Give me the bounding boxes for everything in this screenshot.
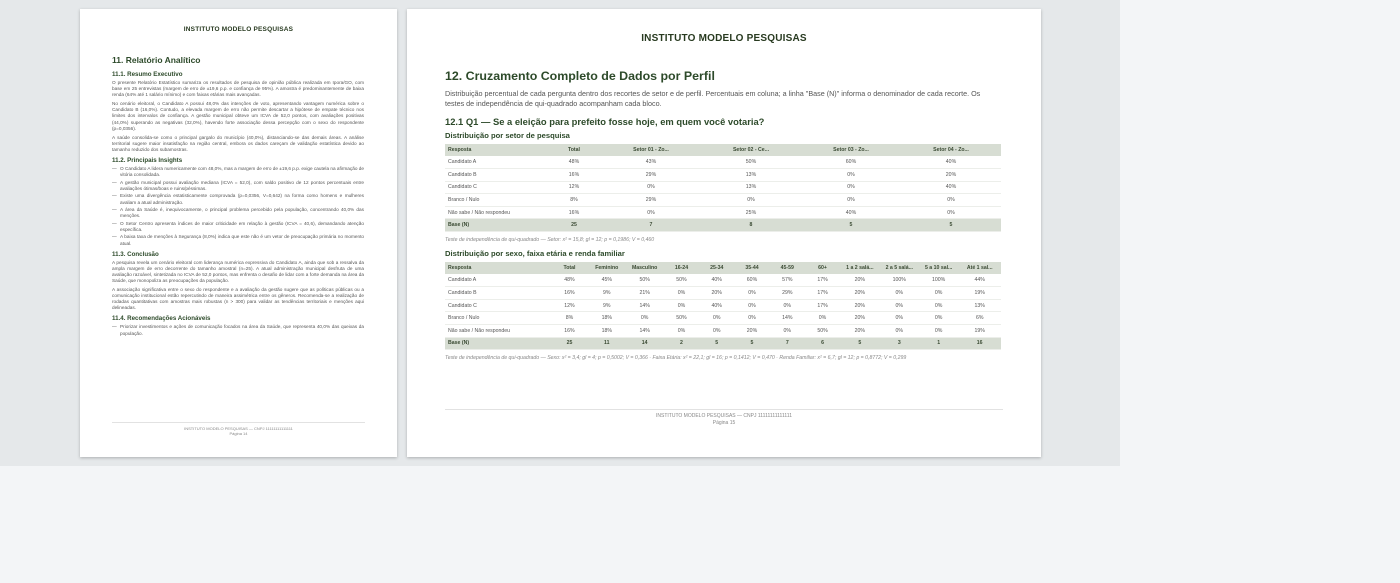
table-cell: 50% bbox=[625, 274, 663, 287]
column-header: 45-59 bbox=[770, 262, 805, 274]
table-cell: 0% bbox=[919, 287, 958, 300]
list-item: — A gestão municipal possui avaliação mediana (ICVA = 52,0), com saldo positivo de 12 pontos percentuais entre avaliações ótimas/boas e ruins/péssimas. bbox=[112, 180, 364, 192]
column-header: 35-44 bbox=[734, 262, 769, 274]
column-header: Total bbox=[547, 144, 601, 156]
table-cell: 50% bbox=[805, 324, 840, 337]
table-cell: Candidato B bbox=[445, 287, 551, 300]
table-cell: 13% bbox=[958, 299, 1001, 312]
table-cell: 14 bbox=[625, 337, 663, 350]
table-cell: 0% bbox=[805, 312, 840, 325]
table-cell: 60% bbox=[801, 156, 901, 169]
insights-list bbox=[112, 166, 364, 247]
table-cell: 0% bbox=[880, 299, 919, 312]
column-header: 1 a 2 salá... bbox=[840, 262, 879, 274]
table-cell: Candidato C bbox=[445, 181, 547, 194]
list-item: — Existe uma divergência estatisticamente comprovada (p=0,0356, V=0,642) na forma como homens e mulheres avaliam a atual administração. bbox=[112, 193, 364, 205]
table-cell: 0% bbox=[701, 194, 801, 207]
table-cell: 17% bbox=[805, 287, 840, 300]
table-cell: 40% bbox=[699, 274, 734, 287]
table-cell: 40% bbox=[699, 299, 734, 312]
table-header-row bbox=[445, 262, 1001, 274]
table-cell: 16% bbox=[547, 206, 601, 219]
table-cell: 7 bbox=[770, 337, 805, 350]
table-cell: Base (N) bbox=[445, 337, 551, 350]
table-cell: 50% bbox=[664, 312, 699, 325]
table-cell: 0% bbox=[801, 181, 901, 194]
table-cell: 29% bbox=[770, 287, 805, 300]
table-cell: 5 bbox=[734, 337, 769, 350]
table-cell: 40% bbox=[901, 181, 1001, 194]
page-body bbox=[445, 69, 1001, 367]
table-cell: 0% bbox=[770, 324, 805, 337]
table-cell: 0% bbox=[699, 312, 734, 325]
footer-company: INSTITUTO MODELO PESQUISAS — CNPJ 11111111111111 bbox=[656, 413, 792, 419]
table-cell: 0% bbox=[734, 312, 769, 325]
base-row bbox=[445, 337, 1001, 350]
table-cell: 8% bbox=[547, 194, 601, 207]
table-cell: 14% bbox=[625, 324, 663, 337]
subsection-title: 11.2. Principais Insights bbox=[112, 157, 183, 165]
table-cell: 0% bbox=[601, 206, 701, 219]
table-cell: 0% bbox=[625, 312, 663, 325]
column-header: 5 a 10 sal... bbox=[919, 262, 958, 274]
table-cell: 40% bbox=[801, 206, 901, 219]
table-cell: 12% bbox=[551, 299, 588, 312]
table-row bbox=[445, 299, 1001, 312]
table-cell: 13% bbox=[701, 169, 801, 182]
column-header: Setor 02 - Ce... bbox=[701, 144, 801, 156]
table-cell: 20% bbox=[840, 324, 879, 337]
chi-square-note: Teste de independência de qui-quadrado — Setor: x² = 15,8; gl = 12; p = 0,1986; V = 0,460 bbox=[445, 237, 655, 244]
table-cell: 48% bbox=[547, 156, 601, 169]
table-cell: 0% bbox=[601, 181, 701, 194]
table-cell: 50% bbox=[664, 274, 699, 287]
table-cell: 8 bbox=[701, 219, 801, 232]
table-cell: 1 bbox=[919, 337, 958, 350]
column-header: Resposta bbox=[445, 262, 551, 274]
institute-header: INSTITUTO MODELO PESQUISAS bbox=[641, 33, 807, 44]
table-cell: 16% bbox=[551, 324, 588, 337]
table-cell: 5 bbox=[840, 337, 879, 350]
page-15 bbox=[407, 9, 1041, 457]
table-cell: 0% bbox=[880, 324, 919, 337]
table-cell: Base (N) bbox=[445, 219, 547, 232]
table-header-row bbox=[445, 144, 1001, 156]
column-header: 16-24 bbox=[664, 262, 699, 274]
section-title: 12. Cruzamento Completo de Dados por Perfil bbox=[445, 69, 715, 83]
table-cell: 20% bbox=[840, 287, 879, 300]
table-cell: 0% bbox=[734, 287, 769, 300]
table-cell: 0% bbox=[919, 299, 958, 312]
paragraph: A saúde consolida-se como o principal gargalo do município (40,0%), distanciando-se das demais áreas. A análise territorial sugere maior insatisfação na região central, embora os dados careçam de validação estatística devido ao tamanho reduzido dos subamostras. bbox=[112, 134, 364, 152]
table-cell: 100% bbox=[919, 274, 958, 287]
table-cell: 0% bbox=[880, 312, 919, 325]
table-row bbox=[445, 324, 1001, 337]
profile-crosstab-table bbox=[445, 262, 1001, 350]
table-cell: 3 bbox=[880, 337, 919, 350]
question-title: 12.1 Q1 — Se a eleição para prefeito fosse hoje, em quem você votaria? bbox=[445, 116, 765, 127]
table-cell: 19% bbox=[958, 324, 1001, 337]
table-cell: 6 bbox=[805, 337, 840, 350]
table-row bbox=[445, 181, 1001, 194]
table-row bbox=[445, 274, 1001, 287]
table-cell: 20% bbox=[840, 312, 879, 325]
table-cell: 12% bbox=[547, 181, 601, 194]
table-cell: 29% bbox=[601, 194, 701, 207]
column-header: 25-34 bbox=[699, 262, 734, 274]
table-cell: 14% bbox=[770, 312, 805, 325]
table-cell: 0% bbox=[664, 324, 699, 337]
table-cell: 11 bbox=[588, 337, 625, 350]
table-cell: 6% bbox=[958, 312, 1001, 325]
table-cell: 0% bbox=[801, 194, 901, 207]
footer-company: INSTITUTO MODELO PESQUISAS — CNPJ 11111111111111 bbox=[184, 426, 293, 431]
table-cell: 2 bbox=[664, 337, 699, 350]
table-cell: 5 bbox=[699, 337, 734, 350]
column-header: 60+ bbox=[805, 262, 840, 274]
table-cell: 0% bbox=[664, 299, 699, 312]
table-cell: 0% bbox=[880, 287, 919, 300]
table-cell: 0% bbox=[699, 324, 734, 337]
column-header: Feminino bbox=[588, 262, 625, 274]
page-footer bbox=[112, 422, 365, 436]
table-cell: 0% bbox=[770, 299, 805, 312]
footer-page-number: Página 15 bbox=[712, 419, 736, 426]
table-cell: 19% bbox=[958, 287, 1001, 300]
table-row bbox=[445, 287, 1001, 300]
table-cell: 0% bbox=[919, 312, 958, 325]
table-cell: 9% bbox=[588, 287, 625, 300]
table-cell: 20% bbox=[699, 287, 734, 300]
table-cell: 0% bbox=[919, 324, 958, 337]
table-cell: 14% bbox=[625, 299, 663, 312]
table-cell: 29% bbox=[601, 169, 701, 182]
institute-header: INSTITUTO MODELO PESQUISAS bbox=[183, 26, 294, 33]
table-row bbox=[445, 194, 1001, 207]
table-cell: 45% bbox=[588, 274, 625, 287]
table-cell: 100% bbox=[880, 274, 919, 287]
table-cell: 25 bbox=[547, 219, 601, 232]
table-cell: 5 bbox=[901, 219, 1001, 232]
table-cell: 44% bbox=[958, 274, 1001, 287]
intro-paragraph: Distribuição percentual de cada pergunta dentro dos recortes de setor e de perfil. Percentuais em coluna; a linha "Base (N)" informa o denominador de cada recorte. Os testes de independência de qui-quadrado acompanham cada bloco. bbox=[445, 89, 981, 108]
table-cell: 43% bbox=[601, 156, 701, 169]
table-cell: 20% bbox=[840, 274, 879, 287]
table-cell: Branco / Nulo bbox=[445, 312, 551, 325]
list-item: — A área da Saúde é, inequivocamente, o principal problema percebido pela população, concentrando 40,0% das menções. bbox=[112, 207, 364, 219]
table-cell: 20% bbox=[901, 169, 1001, 182]
table-cell: 8% bbox=[551, 312, 588, 325]
table-title: Distribuição por sexo, faixa etária e renda familiar bbox=[445, 249, 625, 259]
table-cell: Não sabe / Não respondeu bbox=[445, 206, 547, 219]
column-header: Setor 04 - Zo... bbox=[901, 144, 1001, 156]
list-item: — O Setor Centro apresenta índices de maior criticidade em relação à gestão (ICVA = 40,6), demandando atenção específica. bbox=[112, 221, 364, 233]
table-cell: 16% bbox=[547, 169, 601, 182]
table-cell: 18% bbox=[588, 312, 625, 325]
table-title: Distribuição por setor de pesquisa bbox=[445, 131, 570, 140]
table-cell: 40% bbox=[901, 156, 1001, 169]
paragraph: A pesquisa revela um cenário eleitoral com liderança numérica expressiva do Candidato A, ainda que sob a ressalva da ampla margem de erro decorrente do tamanho amostral (n=25). A atual administração municipal desfruta de uma avaliação razoável, sintetizada no ICVA de 52,0 pontos, mas enfrenta o desafio de lidar com a forte demanda na área da Saúde, que monopoliza as preocupações da população. bbox=[112, 259, 364, 283]
table-cell: 9% bbox=[588, 299, 625, 312]
paragraph: No cenário eleitoral, o Candidato A possui 48,0% das intenções de voto, apresentando vantagem numérica sobre o Candidato B (16,0%). Contudo, a elevada margem de erro não permite descartar a hipótese de empate técnico nos limites dos intervalos de confiança. A gestão municipal obteve um ICVA de 52,0 pontos, com avaliações positivas (44,0%) superando as negativas (32,0%), havendo forte associação dessa percepção com o sexo do respondente (p=0,0356). bbox=[112, 101, 364, 131]
page-footer bbox=[445, 409, 1003, 426]
table-cell: Branco / Nulo bbox=[445, 194, 547, 207]
sector-crosstab-table bbox=[445, 144, 1001, 232]
table-cell: 16% bbox=[551, 287, 588, 300]
paragraph: A associação significativa entre o sexo do respondente e a avaliação da gestão sugere que as políticas públicas ou a comunicação institucional estão repercutindo de maneira assimétrica entre os gêneros. Recomenda-se a realização de rodadas quantitativas com amostras mais robustas (n > 300) para validar as tendências territoriais e menções aqui delineadas. bbox=[112, 287, 364, 311]
footer-page-number: Página 14 bbox=[229, 431, 248, 436]
column-header: Masculino bbox=[625, 262, 663, 274]
paragraph: O presente Relatório Estatístico sumariza os resultados de pesquisa de opinião pública realizada em Ipora/GO, com base em 25 entrevistas (margem de erro de ±19,6 p.p. e confiança de 95%). A amostra é predominantemente de baixa renda (64% até 1 salário mínimo) e com faixas etárias mais avançadas. bbox=[112, 80, 364, 98]
table-cell: 0% bbox=[801, 169, 901, 182]
chi-square-note: Teste de independência de qui-quadrado — Sexo: x² = 3,4; gl = 4; p = 0,5002; V = 0,366 · Faixa Etária: x² = 22,1; gl = 16; p = 0,1412; V = 0,470 · Renda Familiar: x² = 6,7; gl = 12; p = 0,8772; V = 0,299 bbox=[445, 355, 907, 362]
table-row bbox=[445, 169, 1001, 182]
column-header: Total bbox=[551, 262, 588, 274]
table-cell: 13% bbox=[701, 181, 801, 194]
list-item: — O Candidato A lidera numericamente com 48,0%, mas a margem de erro de ±19,6 p.p. exige cautela na afirmação de vitória consolidada. bbox=[112, 166, 364, 178]
table-cell: 50% bbox=[701, 156, 801, 169]
table-cell: 5 bbox=[801, 219, 901, 232]
column-header: Setor 01 - Zo... bbox=[601, 144, 701, 156]
table-cell: 0% bbox=[901, 194, 1001, 207]
table-cell: Candidato C bbox=[445, 299, 551, 312]
table-cell: 16 bbox=[958, 337, 1001, 350]
list-item: — A baixa taxa de menções à Segurança (8,0%) indica que este não é um vetor de preocupação primária no momento atual. bbox=[112, 234, 364, 246]
page-body bbox=[112, 55, 364, 338]
table-cell: 7 bbox=[601, 219, 701, 232]
table-cell: 25 bbox=[551, 337, 588, 350]
table-cell: 0% bbox=[901, 206, 1001, 219]
table-cell: Não sabe / Não respondeu bbox=[445, 324, 551, 337]
base-row bbox=[445, 219, 1001, 232]
table-cell: 57% bbox=[770, 274, 805, 287]
table-cell: 20% bbox=[734, 324, 769, 337]
table-cell: 0% bbox=[664, 287, 699, 300]
table-cell: 48% bbox=[551, 274, 588, 287]
table-cell: 21% bbox=[625, 287, 663, 300]
table-cell: 17% bbox=[805, 274, 840, 287]
table-row bbox=[445, 156, 1001, 169]
table-cell: Candidato A bbox=[445, 274, 551, 287]
column-header: Até 1 sal... bbox=[958, 262, 1001, 274]
subsection-title: 11.3. Conclusão bbox=[112, 250, 159, 258]
column-header: Setor 03 - Zo... bbox=[801, 144, 901, 156]
subsection-title: 11.1. Resumo Executivo bbox=[112, 71, 183, 78]
list-item: — Priorizar investimentos e ações de comunicação focados na área da Saúde, que representa 40,0% das queixas da população. bbox=[112, 324, 364, 336]
table-cell: Candidato A bbox=[445, 156, 547, 169]
column-header: Resposta bbox=[445, 144, 547, 156]
section-title: 11. Relatório Analítico bbox=[112, 55, 201, 65]
table-cell: 25% bbox=[701, 206, 801, 219]
table-cell: 20% bbox=[840, 299, 879, 312]
table-cell: 60% bbox=[734, 274, 769, 287]
subsection-title: 11.4. Recomendações Acionáveis bbox=[112, 315, 211, 323]
table-row bbox=[445, 312, 1001, 325]
table-row bbox=[445, 206, 1001, 219]
column-header: 2 a 5 salá... bbox=[880, 262, 919, 274]
table-cell: Candidato B bbox=[445, 169, 547, 182]
table-cell: 18% bbox=[588, 324, 625, 337]
table-cell: 17% bbox=[805, 299, 840, 312]
page-14 bbox=[80, 9, 397, 457]
table-cell: 0% bbox=[734, 299, 769, 312]
